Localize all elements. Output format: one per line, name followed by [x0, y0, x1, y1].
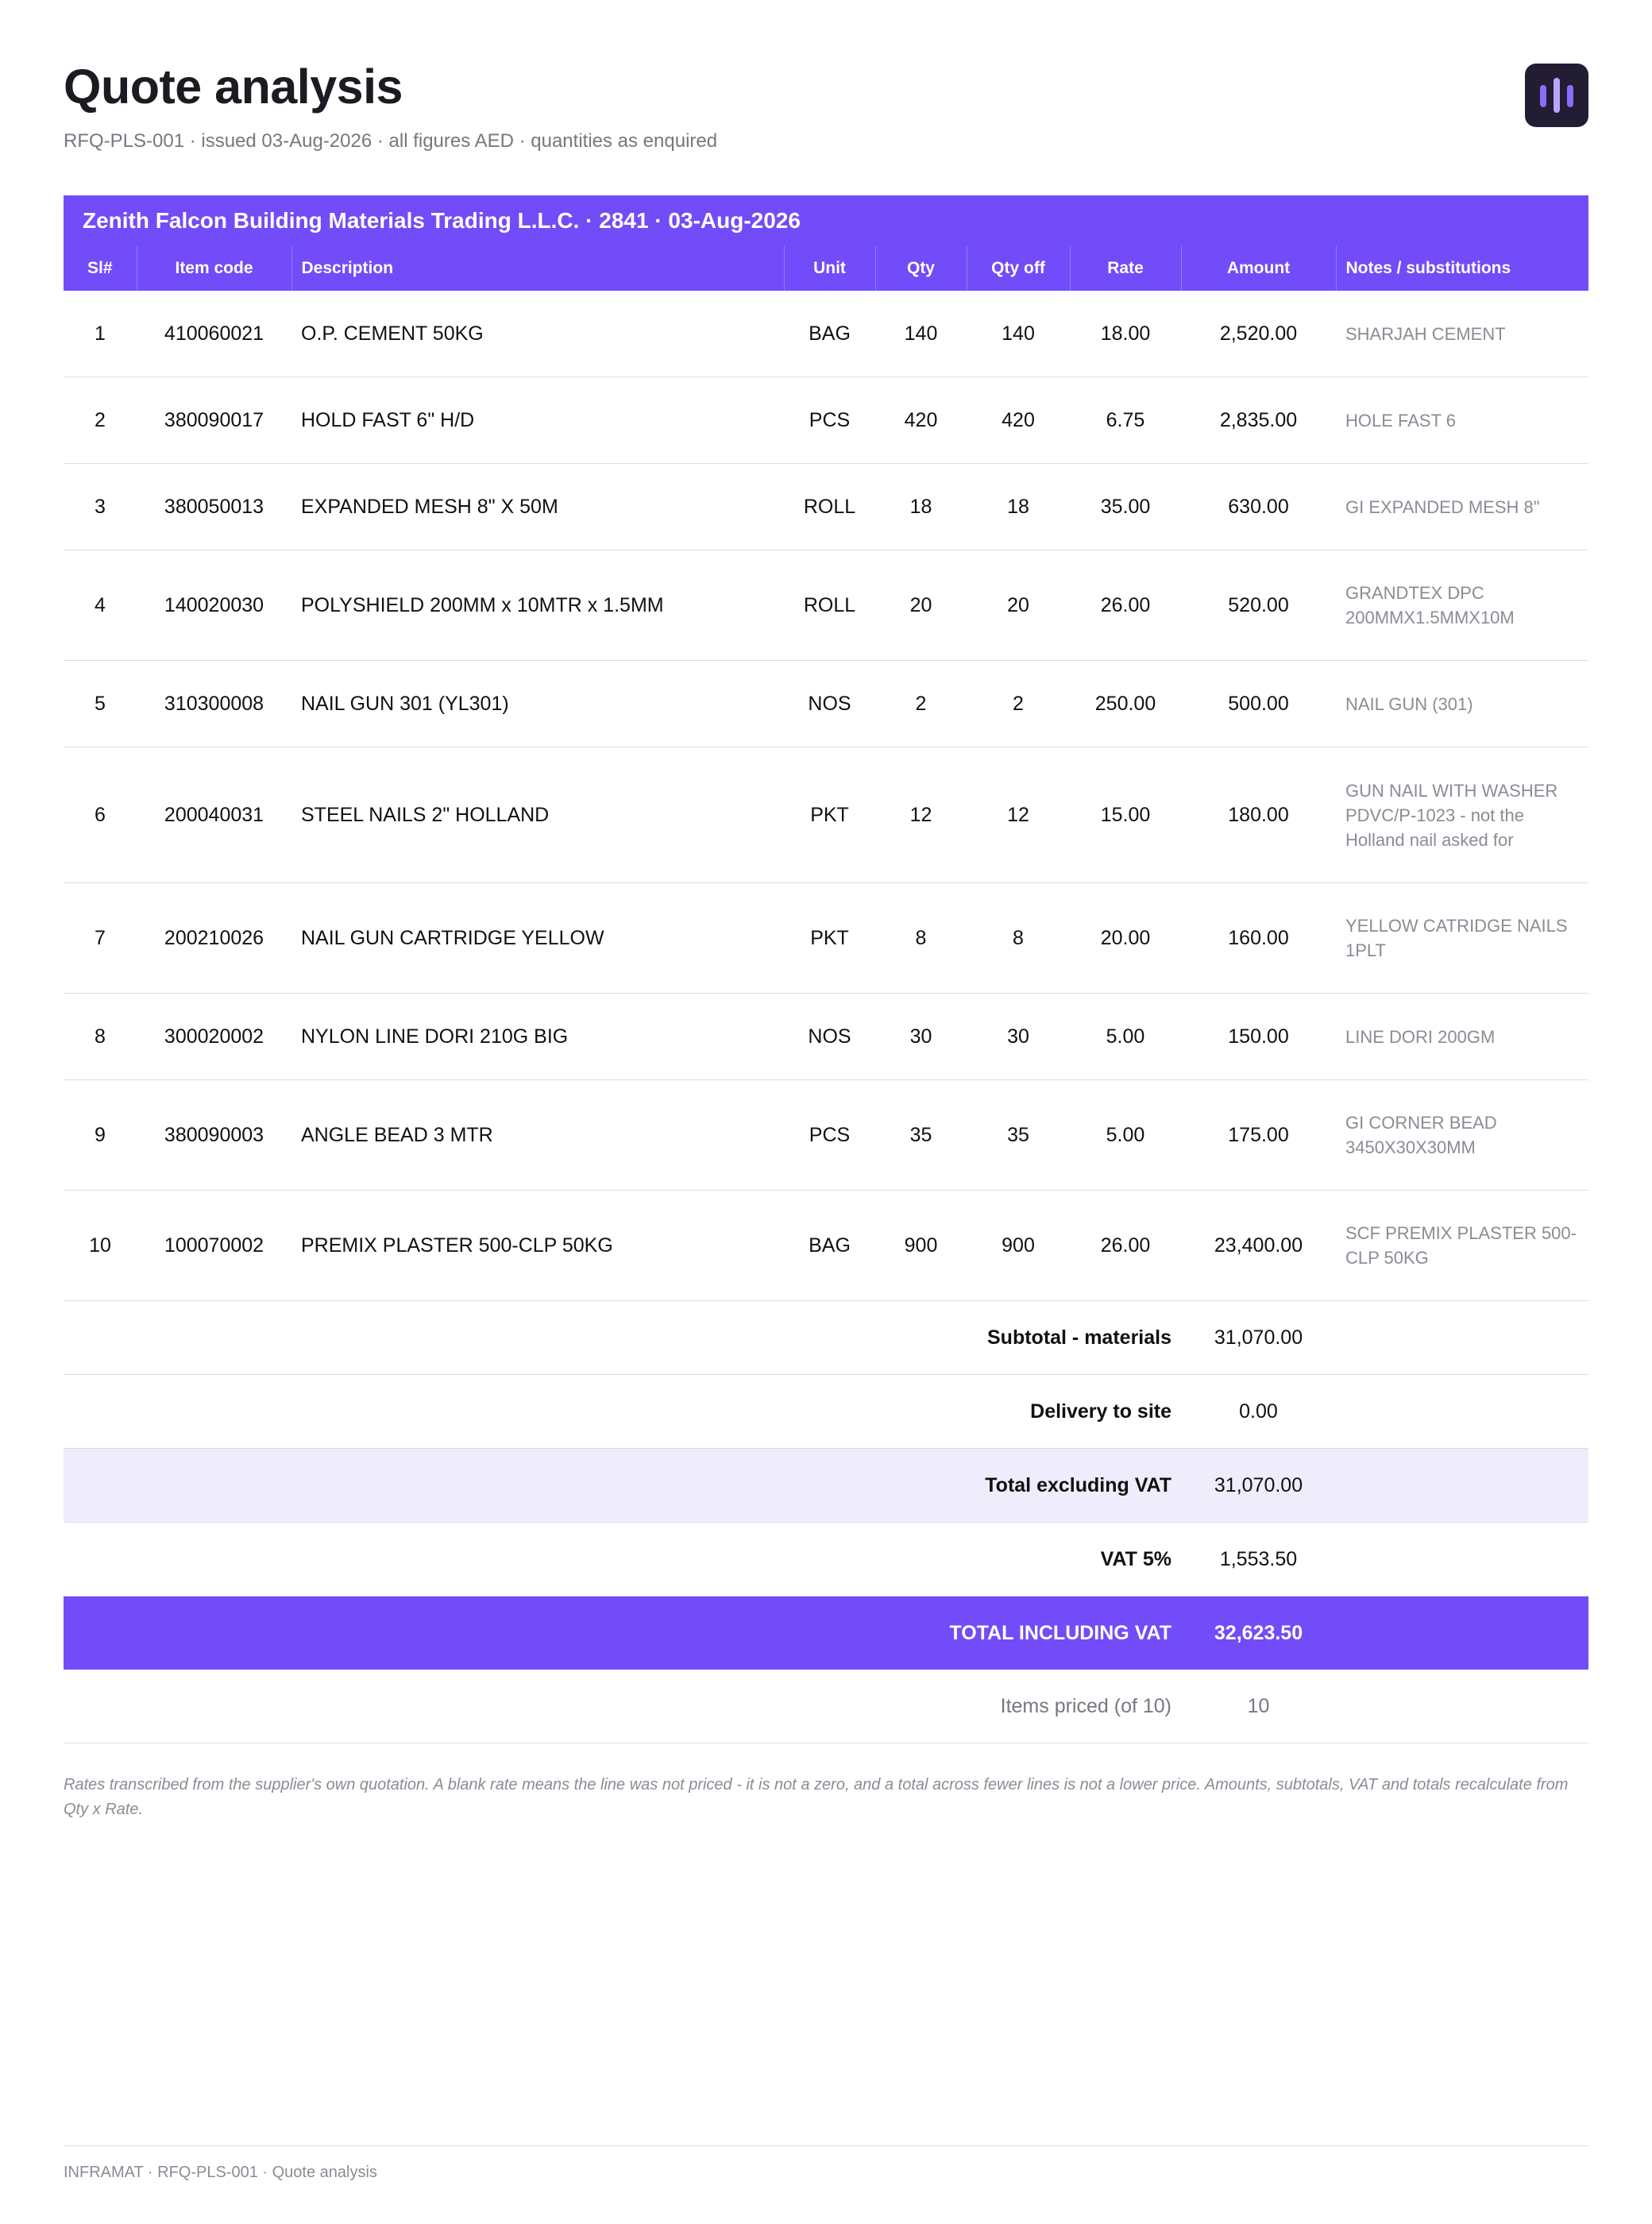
cell-sl: 4 [64, 550, 137, 661]
cell-sl: 9 [64, 1080, 137, 1191]
table-row [64, 994, 1588, 1080]
cell-item-code: 200210026 [137, 883, 291, 994]
cell-rate: 35.00 [1070, 464, 1181, 550]
cell-amount: 175.00 [1181, 1080, 1336, 1191]
supplier-header: Zenith Falcon Building Materials Trading L.L.C. · 2841 · 03-Aug-2026 [64, 195, 1588, 246]
cell-rate: 250.00 [1070, 661, 1181, 747]
cell-item-code: 100070002 [137, 1191, 291, 1301]
table-row [64, 747, 1588, 883]
cell-amount: 500.00 [1181, 661, 1336, 747]
cell-qty-off: 8 [967, 883, 1070, 994]
cell-note: YELLOW CATRIDGE NAILS 1PLT [1336, 883, 1588, 994]
cell-sl: 5 [64, 661, 137, 747]
cell-item-code: 140020030 [137, 550, 291, 661]
vat-row [64, 1523, 1588, 1597]
subtotal-label: Subtotal - materials [64, 1301, 1181, 1375]
cell-qty: 30 [875, 994, 967, 1080]
cell-note: GRANDTEX DPC 200MMX1.5MMX10M [1336, 550, 1588, 661]
cell-note: LINE DORI 200GM [1336, 994, 1588, 1080]
cell-unit: PKT [784, 883, 875, 994]
table-row [64, 464, 1588, 550]
vat-label: VAT 5% [64, 1523, 1181, 1597]
cell-note: GUN NAIL WITH WASHER PDVC/P-1023 - not the Holland nail asked for [1336, 747, 1588, 883]
cell-unit: PCS [784, 1080, 875, 1191]
cell-qty-off: 20 [967, 550, 1070, 661]
cell-amount: 2,835.00 [1181, 377, 1336, 464]
column-header-rate: Rate [1070, 246, 1181, 291]
page-footer: INFRAMAT · RFQ-PLS-001 · Quote analysis [64, 2164, 377, 2181]
cell-description: PREMIX PLASTER 500-CLP 50KG [291, 1191, 784, 1301]
cell-unit: BAG [784, 291, 875, 377]
total-including-vat-row [64, 1597, 1588, 1670]
cell-note: SHARJAH CEMENT [1336, 291, 1588, 377]
cell-qty-off: 35 [967, 1080, 1070, 1191]
cell-amount: 160.00 [1181, 883, 1336, 994]
cell-sl: 1 [64, 291, 137, 377]
cell-qty: 420 [875, 377, 967, 464]
delivery-row [64, 1375, 1588, 1449]
table-row [64, 1080, 1588, 1191]
cell-unit: NOS [784, 661, 875, 747]
delivery-label: Delivery to site [64, 1375, 1181, 1449]
subtotal-value: 31,070.00 [1181, 1301, 1336, 1375]
cell-rate: 5.00 [1070, 994, 1181, 1080]
cell-unit: BAG [784, 1191, 875, 1301]
items-priced-row [64, 1670, 1588, 1743]
column-header-description: Description [291, 246, 784, 291]
table-row [64, 883, 1588, 994]
cell-note: HOLE FAST 6 [1336, 377, 1588, 464]
cell-qty: 20 [875, 550, 967, 661]
table-row [64, 550, 1588, 661]
cell-description: STEEL NAILS 2" HOLLAND [291, 747, 784, 883]
column-header-unit: Unit [784, 246, 875, 291]
table-row [64, 377, 1588, 464]
cell-amount: 150.00 [1181, 994, 1336, 1080]
cell-description: NAIL GUN CARTRIDGE YELLOW [291, 883, 784, 994]
logo-bar [1540, 85, 1546, 107]
column-header-item-code: Item code [137, 246, 291, 291]
cell-qty: 35 [875, 1080, 967, 1191]
cell-unit: ROLL [784, 464, 875, 550]
total-including-vat-value: 32,623.50 [1181, 1597, 1336, 1670]
cell-description: POLYSHIELD 200MM x 10MTR x 1.5MM [291, 550, 784, 661]
cell-note: SCF PREMIX PLASTER 500-CLP 50KG [1336, 1191, 1588, 1301]
cell-description: O.P. CEMENT 50KG [291, 291, 784, 377]
cell-qty: 900 [875, 1191, 967, 1301]
cell-qty-off: 18 [967, 464, 1070, 550]
cell-amount: 180.00 [1181, 747, 1336, 883]
cell-qty-off: 30 [967, 994, 1070, 1080]
cell-rate: 20.00 [1070, 883, 1181, 994]
table-row [64, 1191, 1588, 1301]
cell-description: EXPANDED MESH 8" X 50M [291, 464, 784, 550]
cell-note: GI CORNER BEAD 3450X30X30MM [1336, 1080, 1588, 1191]
items-priced-label: Items priced (of 10) [64, 1670, 1181, 1743]
total-including-vat-label: TOTAL INCLUDING VAT [64, 1597, 1181, 1670]
table-row [64, 291, 1588, 377]
cell-item-code: 380090003 [137, 1080, 291, 1191]
column-header-qty: Qty [875, 246, 967, 291]
cell-unit: NOS [784, 994, 875, 1080]
cell-qty: 12 [875, 747, 967, 883]
bar-chart-icon [1525, 64, 1588, 127]
cell-description: NAIL GUN 301 (YL301) [291, 661, 784, 747]
cell-note: GI EXPANDED MESH 8" [1336, 464, 1588, 550]
cell-sl: 6 [64, 747, 137, 883]
table-row [64, 661, 1588, 747]
total-excluding-vat-row [64, 1449, 1588, 1523]
cell-qty: 2 [875, 661, 967, 747]
footnote: Rates transcribed from the supplier's own quotation. A blank rate means the line was not priced - it is not a zero, and a total across fewer lines is not a lower price. Amounts, subtotals, VAT and totals recalculate from Qty x Rate. [64, 1776, 1569, 1818]
cell-rate: 5.00 [1070, 1080, 1181, 1191]
logo-bar [1554, 78, 1560, 113]
cell-item-code: 410060021 [137, 291, 291, 377]
column-header-notes: Notes / substitutions [1336, 246, 1588, 291]
cell-description: HOLD FAST 6" H/D [291, 377, 784, 464]
cell-item-code: 380090017 [137, 377, 291, 464]
page-title: Quote analysis [64, 60, 403, 114]
subtotal-row [64, 1301, 1588, 1375]
cell-qty-off: 140 [967, 291, 1070, 377]
cell-item-code: 200040031 [137, 747, 291, 883]
page [64, 0, 1588, 2224]
delivery-value: 0.00 [1181, 1375, 1336, 1449]
cell-amount: 23,400.00 [1181, 1191, 1336, 1301]
cell-qty: 18 [875, 464, 967, 550]
cell-rate: 6.75 [1070, 377, 1181, 464]
cell-amount: 630.00 [1181, 464, 1336, 550]
column-header-qty-off: Qty off [967, 246, 1070, 291]
cell-unit: PKT [784, 747, 875, 883]
cell-sl: 2 [64, 377, 137, 464]
logo-bar [1567, 85, 1573, 107]
cell-item-code: 380050013 [137, 464, 291, 550]
quote-table [64, 195, 1588, 1743]
footer-divider [64, 2145, 1588, 2146]
page-subtitle: RFQ-PLS-001 · issued 03-Aug-2026 · all figures AED · quantities as enquired [64, 130, 718, 152]
cell-rate: 26.00 [1070, 1191, 1181, 1301]
cell-qty-off: 2 [967, 661, 1070, 747]
vat-value: 1,553.50 [1181, 1523, 1336, 1597]
cell-unit: PCS [784, 377, 875, 464]
cell-qty-off: 900 [967, 1191, 1070, 1301]
cell-sl: 10 [64, 1191, 137, 1301]
items-priced-value: 10 [1181, 1670, 1336, 1743]
cell-qty-off: 12 [967, 747, 1070, 883]
cell-amount: 520.00 [1181, 550, 1336, 661]
column-header-amount: Amount [1181, 246, 1336, 291]
cell-sl: 3 [64, 464, 137, 550]
cell-sl: 7 [64, 883, 137, 994]
cell-qty: 8 [875, 883, 967, 994]
total-excluding-vat-label: Total excluding VAT [64, 1449, 1181, 1523]
cell-qty-off: 420 [967, 377, 1070, 464]
cell-item-code: 300020002 [137, 994, 291, 1080]
cell-unit: ROLL [784, 550, 875, 661]
cell-rate: 15.00 [1070, 747, 1181, 883]
cell-rate: 18.00 [1070, 291, 1181, 377]
cell-description: NYLON LINE DORI 210G BIG [291, 994, 784, 1080]
column-header-sl: Sl# [64, 246, 137, 291]
cell-sl: 8 [64, 994, 137, 1080]
cell-qty: 140 [875, 291, 967, 377]
cell-item-code: 310300008 [137, 661, 291, 747]
cell-amount: 2,520.00 [1181, 291, 1336, 377]
cell-note: NAIL GUN (301) [1336, 661, 1588, 747]
cell-rate: 26.00 [1070, 550, 1181, 661]
total-excluding-vat-value: 31,070.00 [1181, 1449, 1336, 1523]
cell-description: ANGLE BEAD 3 MTR [291, 1080, 784, 1191]
